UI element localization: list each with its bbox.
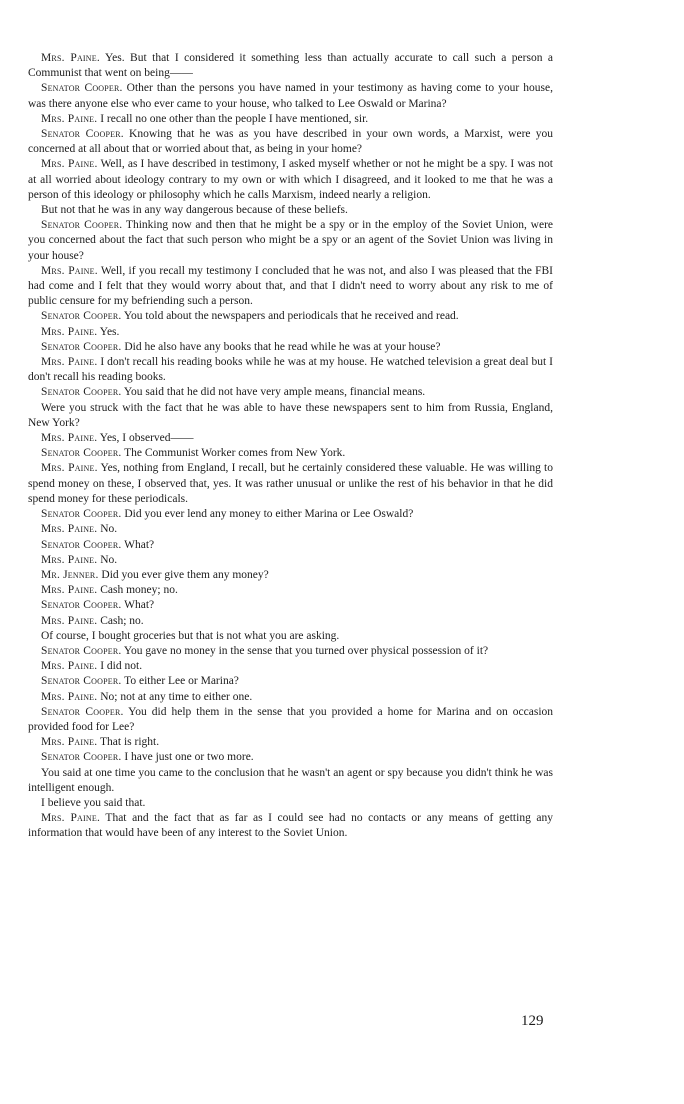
speaker-name: Mrs. Paine.: [41, 112, 98, 125]
paragraph-text: Were you struck with the fact that he was able to have these newspapers sent to him from Russia, England, New York?: [28, 401, 553, 429]
speaker-name: Mrs. Paine.: [41, 462, 98, 475]
speaker-name: Mrs. Paine.: [41, 553, 98, 566]
transcript-paragraph: [28, 340, 553, 355]
paragraph-text: I did not.: [100, 660, 143, 673]
paragraph-text: Of course, I bought groceries but that is not what you are asking.: [41, 629, 340, 642]
speaker-name: Mrs. Paine.: [41, 584, 98, 597]
speaker-name: Mr. Jenner.: [41, 568, 99, 581]
transcript-paragraph: [28, 766, 553, 796]
transcript-paragraph: [28, 796, 553, 811]
transcript-paragraph: [28, 538, 553, 553]
speaker-name: Mrs. Paine.: [41, 690, 98, 703]
speaker-name: Mrs. Paine.: [41, 614, 98, 627]
paragraph-text: You did help them in the sense that you provided a home for Marina and on occasion provided food for Lee?: [28, 705, 554, 733]
speaker-name: Senator Cooper.: [41, 508, 122, 521]
speaker-name: Mrs. Paine.: [41, 660, 98, 673]
speaker-name: Mrs. Paine.: [41, 264, 98, 277]
paragraph-text: Knowing that he was as you have described in your own words, a Marxist, were you concerned at all about that or worried about that, as being in your home?: [28, 128, 554, 156]
speaker-name: Mrs. Paine.: [41, 52, 100, 64]
transcript-paragraph: [28, 583, 553, 598]
speaker-name: Senator Cooper.: [41, 644, 122, 657]
speaker-name: Senator Cooper.: [41, 538, 122, 551]
paragraph-text: Did you ever lend any money to either Marina or Lee Oswald?: [124, 508, 414, 521]
speaker-name: Senator Cooper.: [41, 128, 124, 141]
transcript-paragraph: [28, 568, 553, 583]
paragraph-text: Well, if you recall my testimony I concluded that he was not, and also I was pleased that the FBI had come and I felt that they would worry about that, and that I didn't need to worry about any risk to me of public censure for my befriending such a person.: [28, 264, 554, 308]
transcript-paragraph: [28, 127, 553, 157]
speaker-name: Senator Cooper.: [41, 599, 122, 612]
transcript-paragraph: [28, 644, 553, 659]
paragraph-text: The Communist Worker comes from New York.: [124, 447, 346, 460]
speaker-name: Senator Cooper.: [41, 219, 123, 232]
paragraph-text: You said at one time you came to the conclusion that he wasn't an agent or spy because you didn't think he was intelligent enough.: [28, 766, 553, 794]
paragraph-text: Did you ever give them any money?: [101, 568, 269, 581]
transcript-paragraph: [28, 598, 553, 613]
transcript-paragraph: [28, 705, 553, 735]
transcript-paragraph: [28, 401, 553, 431]
transcript-paragraph: [28, 461, 553, 507]
paragraph-text: Did he also have any books that he read while he was at your house?: [124, 340, 441, 353]
paragraph-text: To either Lee or Marina?: [124, 675, 239, 688]
paragraph-text: Yes.: [99, 325, 120, 338]
transcript-paragraph: [28, 355, 553, 385]
transcript-paragraph: [28, 325, 553, 340]
paragraph-text: Well, as I have described in testimony, I asked myself whether or not he might be a spy. I was not at all worried about ideology contrary to my own or with which I disagreed, and it looked to me that he was a person of this ideology or philosophy which he calls Marxism, indeed nearly a religion.: [28, 158, 554, 201]
paragraph-text: You said that he did not have very ample means, financial means.: [123, 386, 426, 399]
speaker-name: Senator Cooper.: [41, 675, 122, 688]
paragraph-text: That is right.: [100, 736, 160, 749]
speaker-name: Mrs. Paine.: [41, 158, 98, 171]
speaker-name: Mrs. Paine.: [41, 432, 98, 445]
transcript-paragraph: [28, 507, 553, 522]
transcript-paragraph: [28, 218, 553, 264]
transcript-paragraph: [28, 674, 553, 689]
speaker-name: Mrs. Paine.: [41, 812, 101, 825]
speaker-name: Senator Cooper.: [41, 82, 123, 95]
transcript-page: [28, 51, 553, 842]
transcript-paragraph: [28, 735, 553, 750]
paragraph-text: I recall no one other than the people I have mentioned, sir.: [100, 112, 369, 125]
transcript-paragraph: [28, 203, 553, 218]
paragraph-text: You gave no money in the sense that you turned over physical possession of it?: [123, 644, 489, 657]
paragraph-text: Yes. But that I considered it something less than actually accurate to call such a person a Communist that went on being——: [28, 52, 554, 80]
speaker-name: Mrs. Paine.: [41, 523, 98, 536]
page-number: 129: [521, 1013, 544, 1029]
transcript-paragraph: [28, 522, 553, 537]
transcript-paragraph: [28, 690, 553, 705]
paragraph-text: I believe you said that.: [41, 796, 146, 809]
paragraph-text: What?: [124, 538, 155, 551]
paragraph-text: Thinking now and then that he might be a spy or in the employ of the Soviet Union, were you concerned about the fact that such person who might be a spy or an agent of the Soviet Union was living in your house?: [28, 219, 554, 262]
paragraph-text: Yes, nothing from England, I recall, but he certainly considered these valuable. He was willing to spend money on these, I observed that, yes. It was rather unusual or unlike the rest of his behavior in that he did spend money for these periodicals.: [28, 462, 553, 505]
transcript-paragraph: [28, 157, 553, 203]
paragraph-text: I don't recall his reading books while he was at my house. He watched television a great deal but I don't recall his reading books.: [28, 356, 554, 384]
speaker-name: Senator Cooper.: [41, 386, 122, 399]
paragraph-text: No.: [100, 523, 118, 536]
speaker-name: Senator Cooper.: [41, 310, 122, 323]
paragraph-text: You told about the newspapers and periodicals that he received and read.: [123, 310, 459, 323]
transcript-paragraph: [28, 431, 553, 446]
paragraph-text: No.: [100, 553, 118, 566]
speaker-name: Senator Cooper.: [41, 340, 122, 353]
transcript-paragraph: [28, 309, 553, 324]
paragraph-text: I have just one or two more.: [124, 751, 254, 764]
transcript-paragraph: [28, 659, 553, 674]
paragraph-text: But not that he was in any way dangerous because of these beliefs.: [41, 204, 348, 217]
transcript-paragraph: [28, 51, 553, 81]
paragraph-text: That and the fact that as far as I could see had no contacts or any means of getting any information that would have been of any interest to the Soviet Union.: [28, 812, 553, 840]
speaker-name: Senator Cooper.: [41, 447, 122, 460]
speaker-name: Mrs. Paine.: [41, 325, 98, 338]
transcript-paragraph: [28, 385, 553, 400]
transcript-paragraph: [28, 264, 553, 310]
transcript-paragraph: [28, 446, 553, 461]
speaker-name: Senator Cooper.: [41, 705, 124, 718]
speaker-name: Mrs. Paine.: [41, 736, 98, 749]
paragraph-text: Other than the persons you have named in your testimony as having come to your house, was there anyone else who ever came to your house, who talked to Lee Oswald or Marina?: [28, 82, 553, 110]
paragraph-text: Cash money; no.: [100, 584, 178, 597]
paragraph-text: What?: [124, 599, 155, 612]
paragraph-text: Yes, I observed——: [99, 432, 194, 445]
transcript-paragraph: [28, 81, 553, 111]
transcript-paragraph: [28, 553, 553, 568]
transcript-paragraph: [28, 629, 553, 644]
transcript-paragraph: [28, 112, 553, 127]
paragraph-text: No; not at any time to either one.: [100, 690, 253, 703]
speaker-name: Senator Cooper.: [41, 751, 122, 764]
speaker-name: Mrs. Paine.: [41, 356, 98, 369]
transcript-paragraph: [28, 614, 553, 629]
transcript-paragraph: [28, 750, 553, 765]
transcript-paragraph: [28, 811, 553, 841]
paragraph-text: Cash; no.: [100, 614, 144, 627]
